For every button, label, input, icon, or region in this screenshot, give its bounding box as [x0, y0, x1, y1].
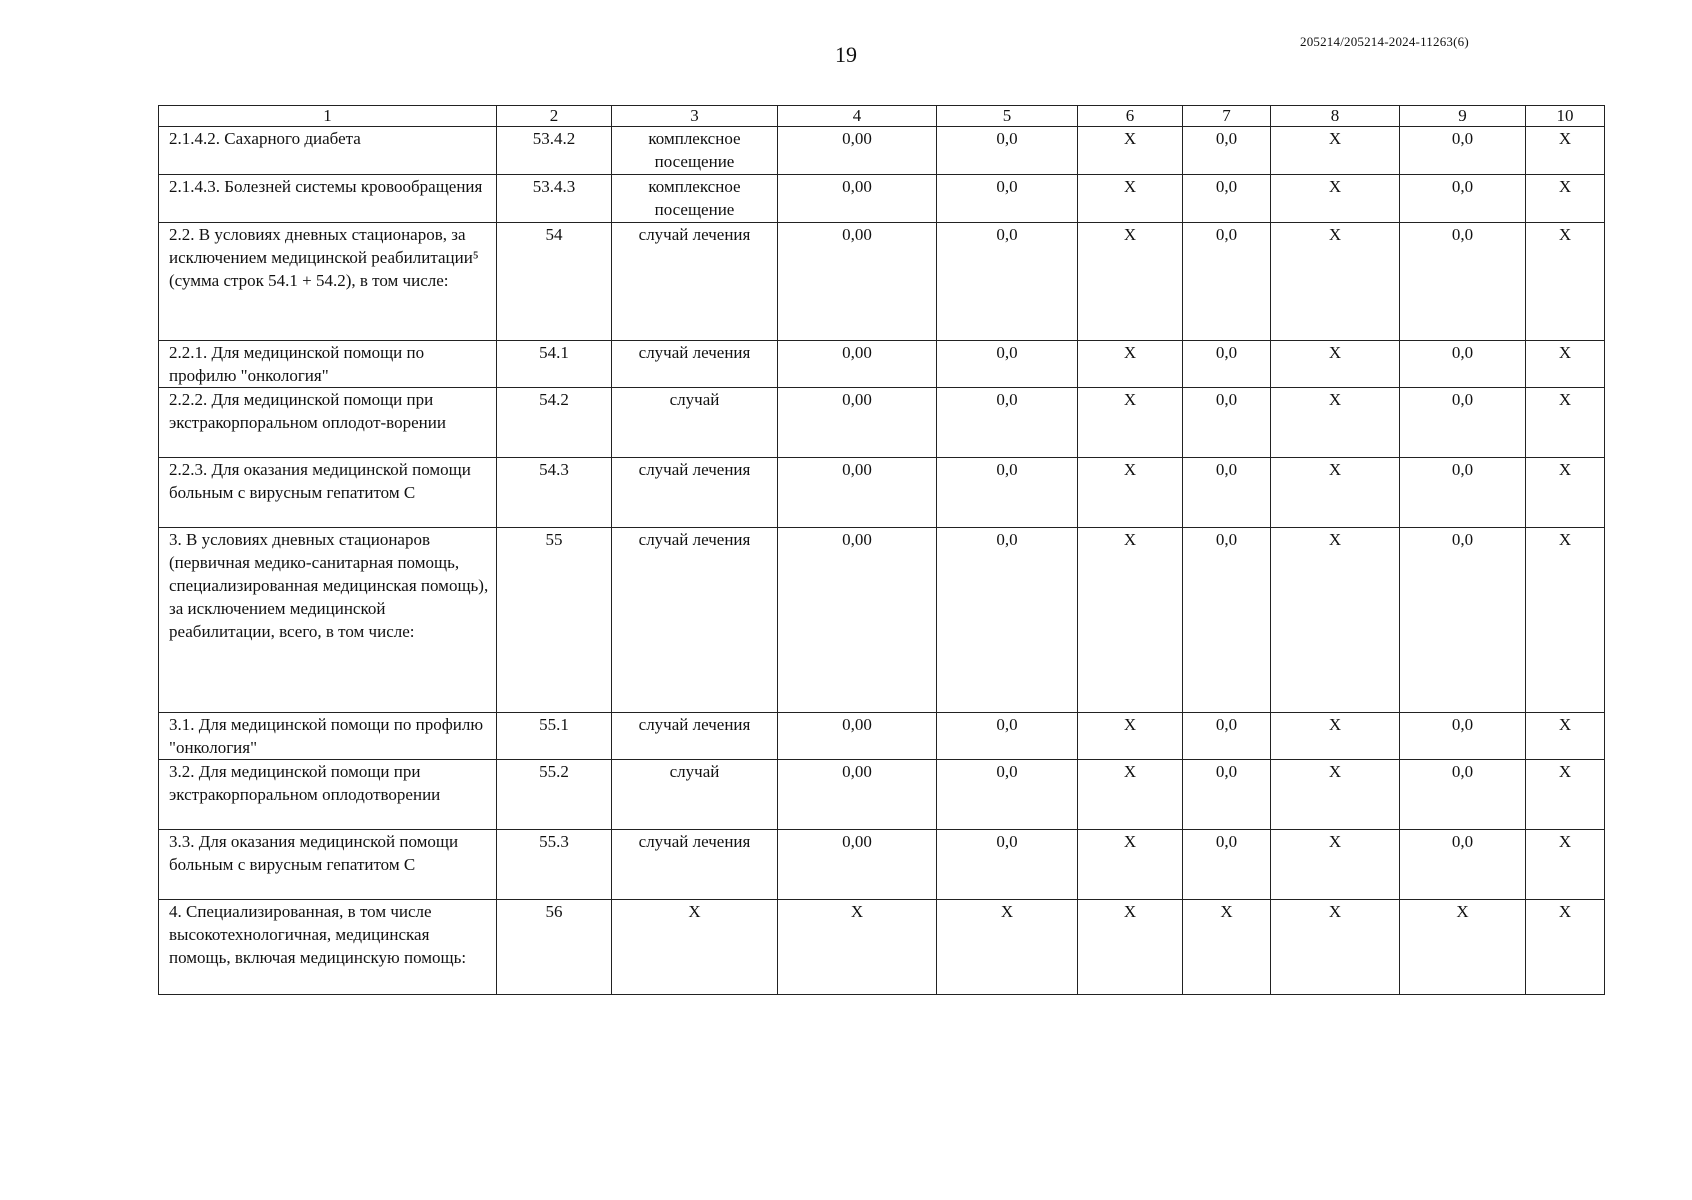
cell-col-7: 0,0: [1183, 341, 1271, 388]
cell-col-9: 0,0: [1400, 388, 1526, 458]
cell-col-4: 0,00: [778, 458, 937, 528]
cell-col-8: X: [1271, 388, 1400, 458]
row-code: 55: [497, 528, 612, 713]
cell-col-8: X: [1271, 830, 1400, 900]
cell-col-5: 0,0: [937, 388, 1078, 458]
row-unit: случай лечения: [612, 713, 778, 760]
cell-col-5: 0,0: [937, 830, 1078, 900]
cell-col-7: 0,0: [1183, 830, 1271, 900]
cell-col-4: 0,00: [778, 528, 937, 713]
cell-col-10: X: [1526, 175, 1605, 223]
col-header-10: 10: [1526, 106, 1605, 127]
col-header-6: 6: [1078, 106, 1183, 127]
row-name: 2.1.4.2. Сахарного диабета: [159, 127, 497, 175]
cell-col-7: 0,0: [1183, 760, 1271, 830]
row-name: 2.2.3. Для оказания медицинской помощи больным с вирусным гепатитом С: [159, 458, 497, 528]
row-name: 2.1.4.3. Болезней системы кровообращения: [159, 175, 497, 223]
cell-col-8: X: [1271, 713, 1400, 760]
cell-col-4: 0,00: [778, 223, 937, 341]
row-name: 3.3. Для оказания медицинской помощи больным с вирусным гепатитом С: [159, 830, 497, 900]
row-name: 2.2.2. Для медицинской помощи при экстракорпоральном оплодот-ворении: [159, 388, 497, 458]
cell-col-8: X: [1271, 528, 1400, 713]
cell-col-6: X: [1078, 127, 1183, 175]
cell-col-5: 0,0: [937, 341, 1078, 388]
row-code: 53.4.3: [497, 175, 612, 223]
cell-col-7: 0,0: [1183, 127, 1271, 175]
cell-col-8: X: [1271, 341, 1400, 388]
row-unit: случай: [612, 760, 778, 830]
row-name: 4. Специализированная, в том числе высокотехнологичная, медицинская помощь, включая медицинскую помощь:: [159, 900, 497, 995]
cell-col-6: X: [1078, 830, 1183, 900]
cell-col-10: X: [1526, 900, 1605, 995]
table-row: [159, 127, 1605, 175]
col-header-2: 2: [497, 106, 612, 127]
cell-col-10: X: [1526, 388, 1605, 458]
col-header-3: 3: [612, 106, 778, 127]
row-code: 55.3: [497, 830, 612, 900]
table-row: [159, 900, 1605, 995]
col-header-9: 9: [1400, 106, 1526, 127]
cell-col-5: 0,0: [937, 528, 1078, 713]
cell-col-5: 0,0: [937, 760, 1078, 830]
row-unit: случай лечения: [612, 528, 778, 713]
cell-col-10: X: [1526, 458, 1605, 528]
cell-col-6: X: [1078, 760, 1183, 830]
row-code: 55.1: [497, 713, 612, 760]
cell-col-7: 0,0: [1183, 223, 1271, 341]
row-unit: случай лечения: [612, 830, 778, 900]
cell-col-5: 0,0: [937, 127, 1078, 175]
row-code: 55.2: [497, 760, 612, 830]
cell-col-7: 0,0: [1183, 388, 1271, 458]
table-row: [159, 223, 1605, 341]
col-header-1: 1: [159, 106, 497, 127]
cell-col-8: X: [1271, 223, 1400, 341]
page-number: 19: [835, 42, 857, 67]
col-header-4: 4: [778, 106, 937, 127]
cell-col-5: 0,0: [937, 223, 1078, 341]
cell-col-6: X: [1078, 528, 1183, 713]
cell-col-7: 0,0: [1183, 458, 1271, 528]
col-header-7: 7: [1183, 106, 1271, 127]
cell-col-4: 0,00: [778, 388, 937, 458]
cell-col-7: 0,0: [1183, 175, 1271, 223]
table-row: [159, 760, 1605, 830]
col-header-8: 8: [1271, 106, 1400, 127]
row-code: 56: [497, 900, 612, 995]
row-unit: случай лечения: [612, 223, 778, 341]
table-row: [159, 341, 1605, 388]
table-row: [159, 830, 1605, 900]
cell-col-9: 0,0: [1400, 760, 1526, 830]
cell-col-9: 0,0: [1400, 175, 1526, 223]
cell-col-10: X: [1526, 127, 1605, 175]
row-name: 3. В условиях дневных стационаров (первичная медико-санитарная помощь, специализированная медицинская помощь), за исключением медицинской реабилитации, всего, в том числе:: [159, 528, 497, 713]
col-header-5: 5: [937, 106, 1078, 127]
cell-col-5: 0,0: [937, 458, 1078, 528]
cell-col-8: X: [1271, 175, 1400, 223]
cell-col-6: X: [1078, 223, 1183, 341]
cell-col-6: X: [1078, 458, 1183, 528]
cell-col-6: X: [1078, 341, 1183, 388]
cell-col-10: X: [1526, 713, 1605, 760]
cell-col-9: 0,0: [1400, 830, 1526, 900]
table-row: [159, 528, 1605, 713]
cell-col-9: 0,0: [1400, 341, 1526, 388]
cell-col-6: X: [1078, 900, 1183, 995]
row-code: 54.2: [497, 388, 612, 458]
cell-col-6: X: [1078, 175, 1183, 223]
cell-col-10: X: [1526, 528, 1605, 713]
cell-col-4: 0,00: [778, 713, 937, 760]
cell-col-8: X: [1271, 127, 1400, 175]
row-unit: случай лечения: [612, 458, 778, 528]
cell-col-4: 0,00: [778, 127, 937, 175]
cell-col-7: X: [1183, 900, 1271, 995]
cell-col-7: 0,0: [1183, 713, 1271, 760]
row-name: 2.2. В условиях дневных стационаров, за исключением медицинской реабилитации⁵ (сумма строк 54.1 + 54.2), в том числе:: [159, 223, 497, 341]
cell-col-9: 0,0: [1400, 458, 1526, 528]
cell-col-10: X: [1526, 830, 1605, 900]
row-code: 54.1: [497, 341, 612, 388]
data-table: [158, 105, 1605, 995]
row-unit: X: [612, 900, 778, 995]
table-row: [159, 388, 1605, 458]
cell-col-4: 0,00: [778, 175, 937, 223]
cell-col-4: X: [778, 900, 937, 995]
cell-col-8: X: [1271, 900, 1400, 995]
table-row: [159, 175, 1605, 223]
cell-col-5: 0,0: [937, 713, 1078, 760]
row-code: 53.4.2: [497, 127, 612, 175]
cell-col-4: 0,00: [778, 341, 937, 388]
cell-col-9: 0,0: [1400, 127, 1526, 175]
cell-col-7: 0,0: [1183, 528, 1271, 713]
row-unit: комплексное посещение: [612, 127, 778, 175]
cell-col-6: X: [1078, 388, 1183, 458]
cell-col-4: 0,00: [778, 830, 937, 900]
header-row: [159, 106, 1605, 127]
cell-col-9: 0,0: [1400, 713, 1526, 760]
cell-col-9: 0,0: [1400, 223, 1526, 341]
table-row: [159, 713, 1605, 760]
cell-col-6: X: [1078, 713, 1183, 760]
cell-col-10: X: [1526, 341, 1605, 388]
cell-col-10: X: [1526, 760, 1605, 830]
row-unit: случай: [612, 388, 778, 458]
row-name: 3.1. Для медицинской помощи по профилю "онкология": [159, 713, 497, 760]
document-id: 205214/205214-2024-11263(6): [1300, 34, 1469, 49]
row-unit: случай лечения: [612, 341, 778, 388]
row-name: 2.2.1. Для медицинской помощи по профилю "онкология": [159, 341, 497, 388]
row-code: 54.3: [497, 458, 612, 528]
row-unit: комплексное посещение: [612, 175, 778, 223]
cell-col-9: X: [1400, 900, 1526, 995]
row-name: 3.2. Для медицинской помощи при экстракорпоральном оплодотворении: [159, 760, 497, 830]
cell-col-8: X: [1271, 760, 1400, 830]
table-row: [159, 458, 1605, 528]
cell-col-5: 0,0: [937, 175, 1078, 223]
cell-col-10: X: [1526, 223, 1605, 341]
cell-col-9: 0,0: [1400, 528, 1526, 713]
cell-col-5: X: [937, 900, 1078, 995]
cell-col-8: X: [1271, 458, 1400, 528]
cell-col-4: 0,00: [778, 760, 937, 830]
row-code: 54: [497, 223, 612, 341]
